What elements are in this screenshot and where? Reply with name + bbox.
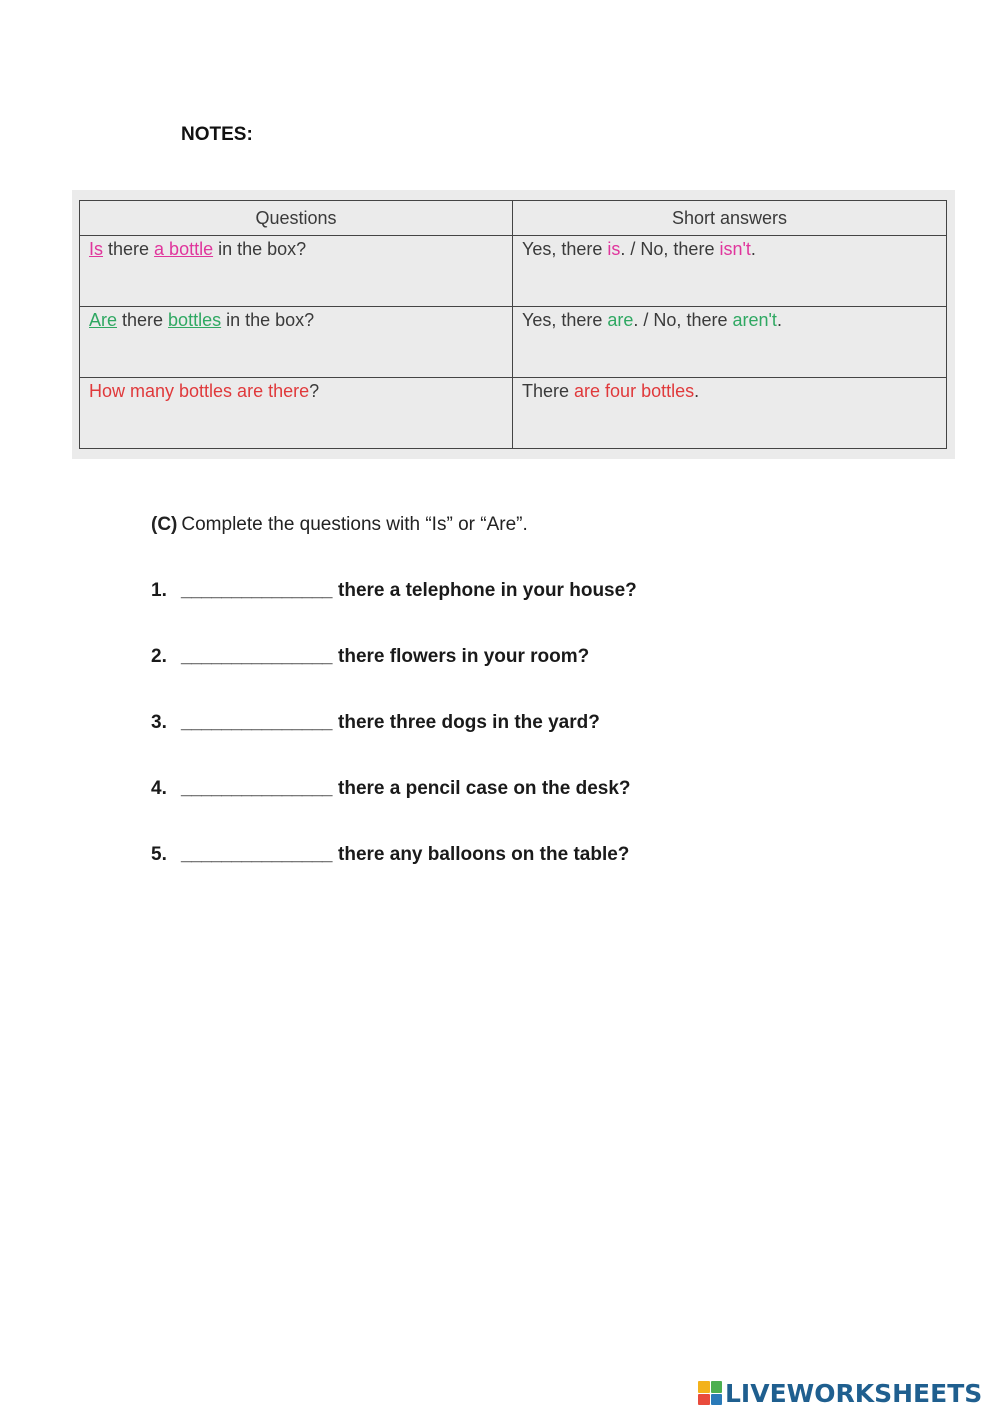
answer-text: .	[750, 239, 756, 259]
question-text: How many bottles are there	[89, 381, 310, 401]
item-text: there any balloons on the table?	[338, 844, 630, 865]
exercise-instruction-text: Complete the questions with “Is” or “Are”.	[181, 514, 528, 535]
answer-blank[interactable]: _______________	[181, 712, 333, 733]
answer-text: There	[522, 381, 575, 401]
answer-verb: are	[607, 310, 634, 330]
question-text: there	[103, 239, 155, 259]
brand-logo[interactable]	[698, 1378, 982, 1408]
question-text: there	[117, 310, 169, 330]
question-cell	[80, 378, 513, 449]
question-verb: Are	[89, 310, 118, 330]
answer-verb: isn't	[719, 239, 751, 259]
answer-cell	[513, 307, 947, 378]
table-row	[80, 236, 947, 307]
answer-blank[interactable]: _______________	[181, 844, 333, 865]
table-header-questions: Questions	[80, 201, 513, 236]
answer-text: Yes, there	[522, 310, 608, 330]
question-text: in the box?	[221, 310, 315, 330]
item-text: there three dogs in the yard?	[338, 712, 600, 733]
item-text: there flowers in your room?	[338, 646, 590, 667]
table-row	[80, 307, 947, 378]
notes-title: NOTES:	[181, 124, 253, 145]
brand-name: LIVEWORKSHEETS	[725, 1378, 983, 1408]
table-row	[80, 378, 947, 449]
table-header-row	[80, 201, 947, 236]
answer-text: . / No, there	[620, 239, 720, 259]
question-cell	[80, 236, 513, 307]
liveworksheets-logo-icon	[698, 1381, 722, 1405]
exercise-item	[151, 712, 600, 734]
exercise-label: (C)	[151, 514, 178, 535]
item-number: 2.	[151, 646, 167, 667]
answer-text: .	[776, 310, 782, 330]
item-number: 5.	[151, 844, 167, 865]
item-text: there a pencil case on the desk?	[338, 778, 631, 799]
answer-verb: is	[607, 239, 621, 259]
question-verb: Is	[89, 239, 104, 259]
exercise-instruction	[151, 514, 528, 536]
grammar-table	[79, 200, 947, 449]
answer-cell	[513, 378, 947, 449]
answer-text: Yes, there	[522, 239, 608, 259]
question-mark: ?	[309, 381, 320, 401]
item-text: there a telephone in your house?	[338, 580, 637, 601]
answer-blank[interactable]: _______________	[181, 646, 333, 667]
question-cell	[80, 307, 513, 378]
answer-text: . / No, there	[633, 310, 733, 330]
answer-text: .	[694, 381, 700, 401]
answer-blank[interactable]: _______________	[181, 778, 333, 799]
answer-blank[interactable]: _______________	[181, 580, 333, 601]
answer-phrase: are four bottles	[574, 381, 695, 401]
exercise-item	[151, 646, 589, 668]
question-noun: bottles	[168, 310, 222, 330]
exercise-item	[151, 778, 631, 800]
question-noun: a bottle	[154, 239, 214, 259]
exercise-item	[151, 844, 629, 866]
item-number: 1.	[151, 580, 167, 601]
question-text: in the box?	[213, 239, 307, 259]
answer-cell	[513, 236, 947, 307]
grammar-table-panel	[72, 190, 955, 459]
table-header-short-answers: Short answers	[513, 201, 947, 236]
item-number: 4.	[151, 778, 167, 799]
exercise-item	[151, 580, 637, 602]
answer-verb: aren't	[732, 310, 777, 330]
item-number: 3.	[151, 712, 167, 733]
